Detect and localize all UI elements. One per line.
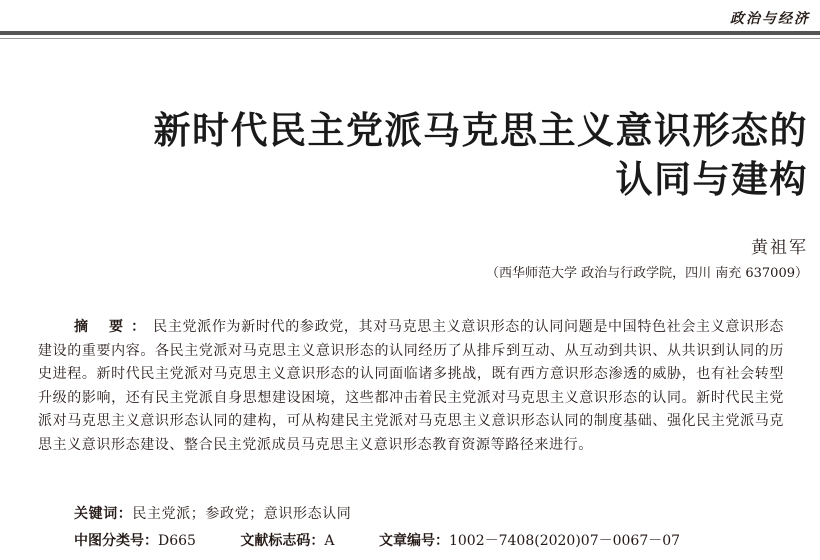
document-code-value: A — [324, 533, 335, 549]
document-code-label: 文献标志码： — [240, 533, 325, 549]
keywords-line — [74, 503, 351, 523]
article-number — [379, 530, 680, 550]
clc-number — [74, 530, 196, 550]
header-rule-thin — [0, 38, 820, 39]
header-rule-thick — [0, 31, 820, 35]
abstract-label: 摘 要： — [74, 319, 154, 335]
keywords-text: 民主党派；参政党；意识形态认同 — [132, 506, 352, 522]
author-name: 黄祖军 — [751, 238, 808, 258]
abstract-text: 民主党派作为新时代的参政党，其对马克思主义意识形态的认同问题是中国特色社会主义意识形态建设的重要内容。各民主党派对马克思主义意识形态的认同经历了从排斥到互动、从互动到共识、从共识到认同的历史进程。新时代民主党派对马克思主义意识形态的认同面临诸多挑战，既有西方意识形态渗透的威胁，也有社会转型升级的影响，还有民主党派自身思想建设困境，这些都冲击着民主党派对马克思主义意识形态的认同。新时代民主党派对马克思主义意识形态认同的建构，可从构建民主党派对马克思主义意识形态认同的制度基础、强化民主党派马克思主义意识形态建设、整合民主党派成员马克思主义意识形态教育资源等路径来进行。 — [38, 319, 784, 453]
keywords-label: 关键词： — [74, 506, 133, 522]
clc-label: 中图分类号： — [74, 533, 158, 549]
article-meta-line — [74, 530, 680, 550]
document-code — [240, 530, 334, 550]
clc-value: D665 — [158, 533, 196, 549]
section-header-label: 政治与经济 — [730, 11, 810, 27]
article-number-label: 文章编号： — [378, 533, 449, 549]
article-number-value: 1002－7408(2020)07－0067－07 — [448, 533, 681, 549]
article-title-line-1: 新时代民主党派马克思主义意识形态的 — [153, 109, 808, 152]
article-title-line-2: 认同与建构 — [615, 158, 808, 201]
author-affiliation: （西华师范大学 政治与行政学院，四川 南充 637009） — [485, 266, 808, 281]
abstract-block — [38, 316, 784, 457]
